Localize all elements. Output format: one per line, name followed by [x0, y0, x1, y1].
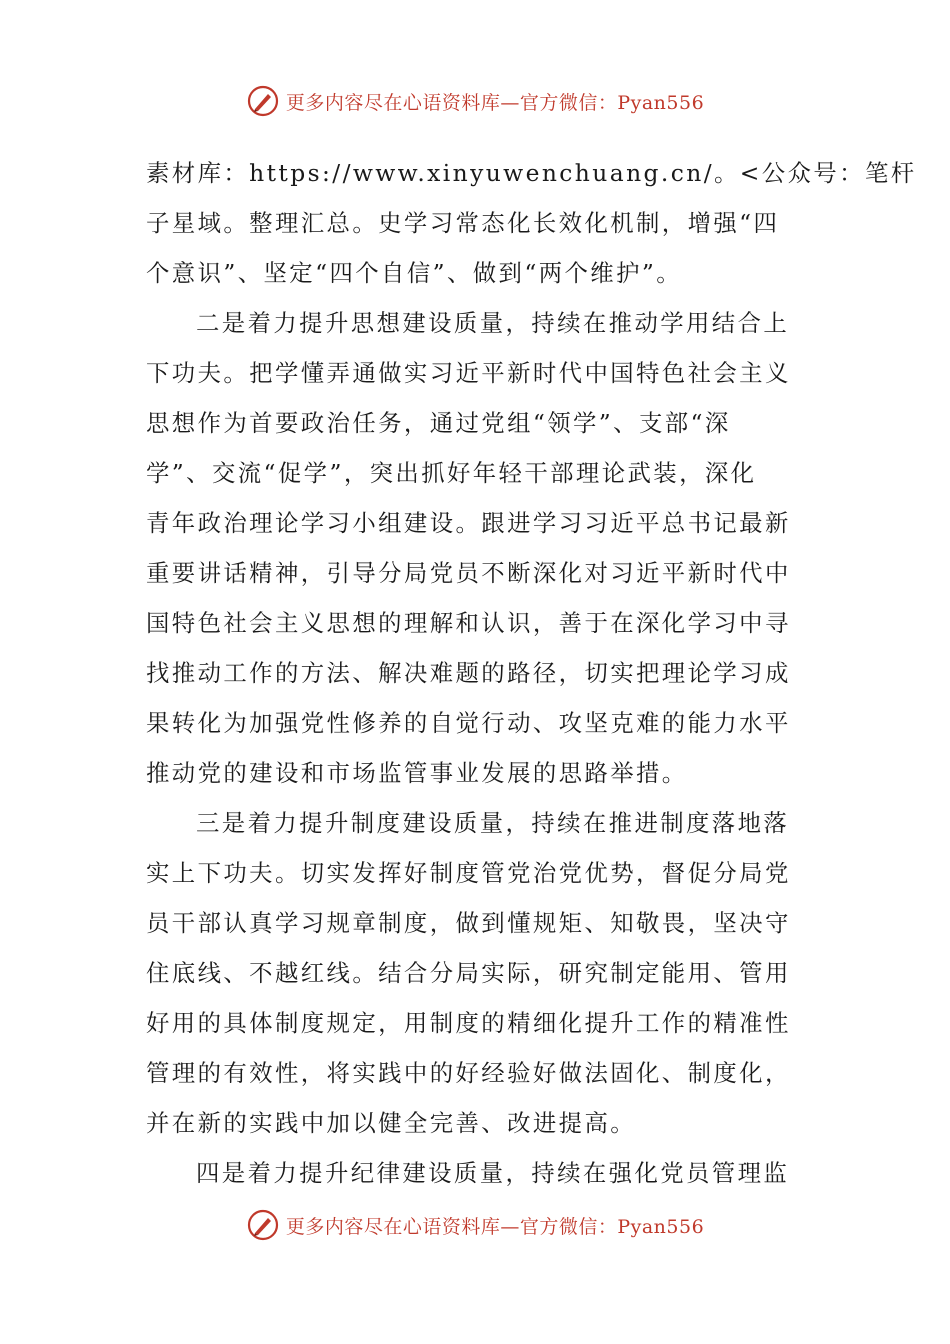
paragraph	[146, 298, 806, 798]
banner-text: 更多内容尽在心语资料库—官方微信：Pyan556	[285, 91, 705, 114]
text-line: 并在新的实践中加以健全完善、改进提高。	[146, 1109, 637, 1137]
text-line: 四是着力提升纪律建设质量，持续在强化党员管理监	[196, 1159, 790, 1187]
text-line: 管理的有效性，将实践中的好经验好做法固化、制度化，	[146, 1059, 791, 1087]
text-line: 实上下功夫。切实发挥好制度管党治党优势，督促分局党	[146, 859, 791, 887]
text-line: 推动党的建设和市场监管事业发展的思路举措。	[146, 759, 688, 787]
footer-banner	[0, 1208, 950, 1242]
text-line: 下功夫。把学懂弄通做实习近平新时代中国特色社会主义	[146, 359, 791, 387]
text-line: 个意识”、坚定“四个自信”、做到“两个维护”。	[146, 259, 683, 287]
text-line: 重要讲话精神，引导分局党员不断深化对习近平新时代中	[146, 559, 791, 587]
text-line: 素材库：https://www.xinyuwenchuang.cn/。<公众号：笔杆	[146, 159, 917, 187]
paragraph	[146, 798, 806, 1148]
text-line: 思想作为首要政治任务，通过党组“领学”、支部“深	[146, 409, 731, 437]
paragraph	[146, 148, 917, 298]
text-line: 学”、交流“促学”，突出抓好年轻干部理论武装，深化	[146, 459, 757, 487]
text-line: 子星域。整理汇总。史学习常态化长效化机制，增强“四	[146, 209, 780, 237]
text-line: 国特色社会主义思想的理解和认识，善于在深化学习中寻	[146, 609, 791, 637]
text-line: 二是着力提升思想建设质量，持续在推动学用结合上	[196, 309, 790, 337]
text-line: 果转化为加强党性修养的自觉行动、攻坚克难的能力水平	[146, 709, 791, 737]
text-line: 好用的具体制度规定，用制度的精细化提升工作的精准性	[146, 1009, 791, 1037]
text-line: 员干部认真学习规章制度，做到懂规矩、知敬畏，坚决守	[146, 909, 791, 937]
text-line: 住底线、不越红线。结合分局实际，研究制定能用、管用	[146, 959, 791, 987]
text-line: 青年政治理论学习小组建设。跟进学习习近平总书记最新	[146, 509, 791, 537]
banner-text: 更多内容尽在心语资料库—官方微信：Pyan556	[285, 1215, 705, 1238]
header-banner	[0, 84, 950, 118]
pen-logo-icon	[246, 1208, 280, 1242]
text-line: 三是着力提升制度建设质量，持续在推进制度落地落	[196, 809, 790, 837]
document-body	[146, 148, 917, 1198]
pen-logo-icon	[246, 84, 280, 118]
text-line: 找推动工作的方法、解决难题的路径，切实把理论学习成	[146, 659, 791, 687]
paragraph	[146, 1148, 806, 1198]
